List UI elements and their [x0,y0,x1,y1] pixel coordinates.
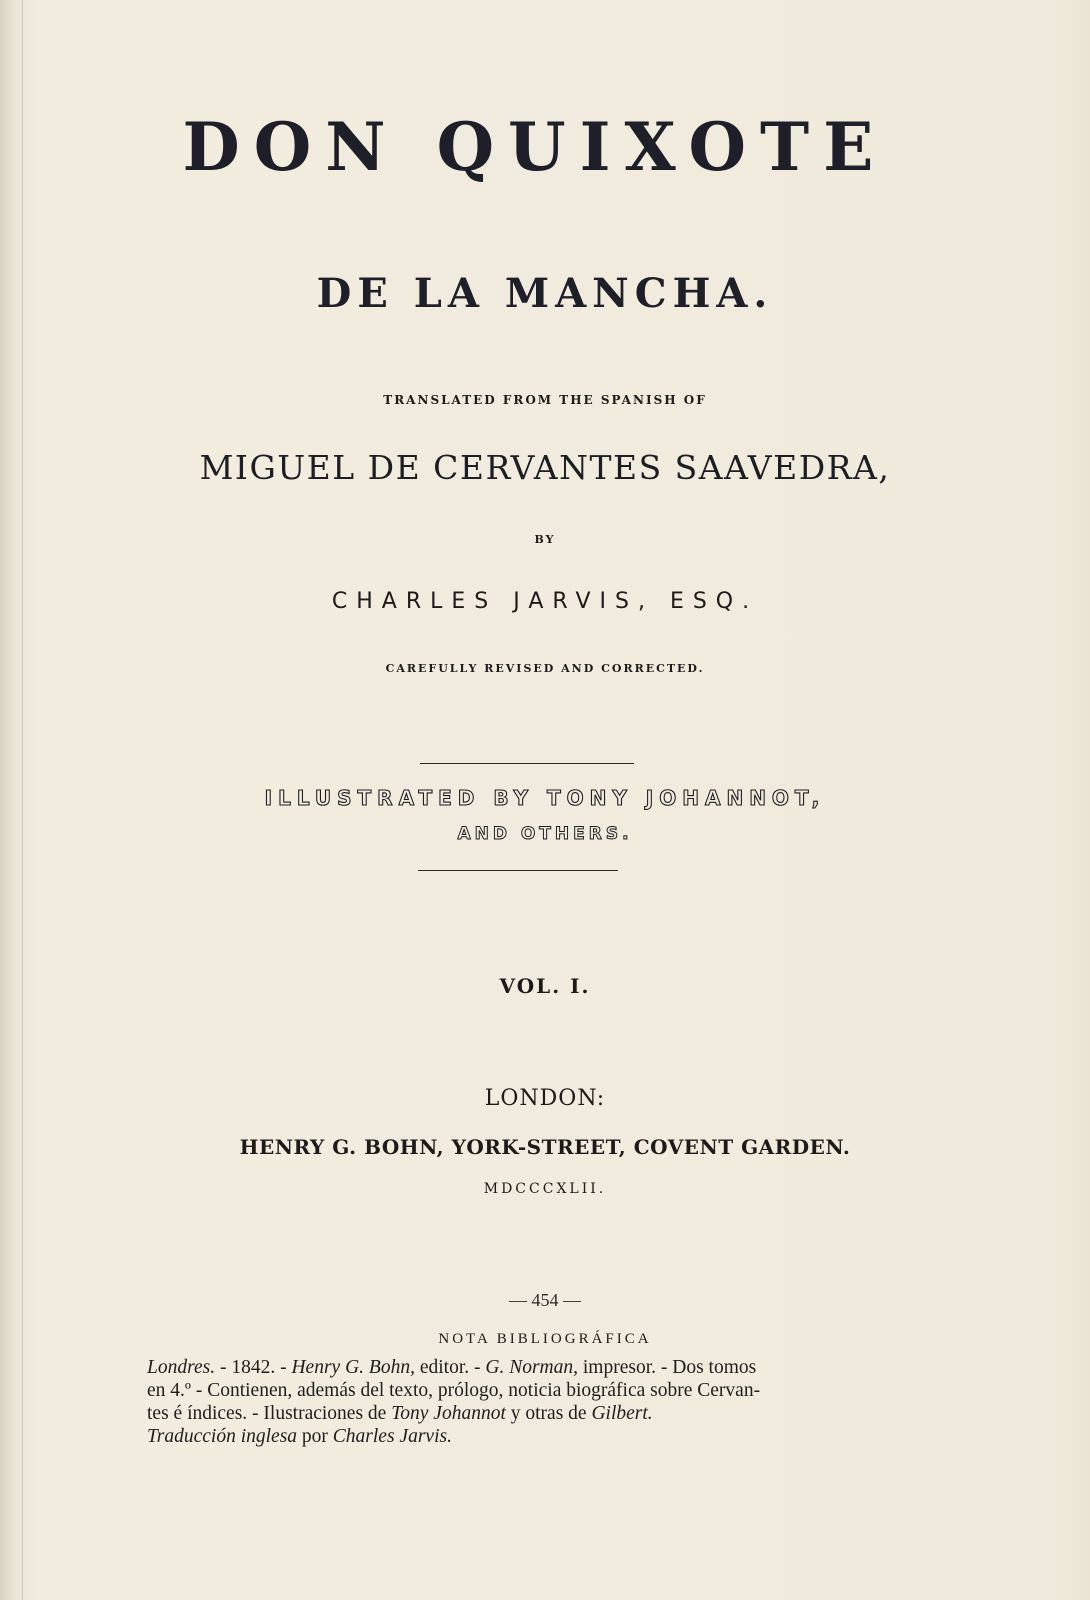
note-heading: NOTA BIBLIOGRÁFICA [438,1331,652,1347]
note-text: por [297,1426,333,1447]
translator-name: CHARLES JARVIS, ESQ. [331,589,759,614]
top-rule [420,763,634,764]
note-text: Tony Johannot [391,1403,506,1424]
note-text: - 1842. - [215,1357,292,1378]
note-text: Charles Jarvis. [332,1426,452,1447]
page-number: — 454 — [509,1290,581,1310]
note-text: y otras de [505,1403,592,1424]
publication-place: LONDON: [484,1086,606,1111]
publisher-line: HENRY G. BOHN, YORK-STREET, COVENT GARDEN. [239,1135,851,1159]
bibliographic-note [147,1356,907,1448]
note-text: Londres. [147,1357,216,1378]
bottom-rule [418,870,618,871]
illustrator-others: AND OTHERS. [457,824,633,844]
note-text: editor. - [414,1357,486,1378]
by-label: BY [534,533,556,546]
note-line-4 [147,1425,907,1448]
note-text: Henry G. Bohn, [291,1357,415,1378]
revised-label: CAREFULLY REVISED AND CORRECTED. [385,662,705,675]
note-text: tes é índices. - Ilustraciones de [147,1403,392,1424]
note-text: Gilbert. [591,1403,653,1424]
note-text: G. Norman, [485,1357,578,1378]
note-text: impresor. - Dos tomos [578,1357,757,1378]
book-subtitle: DE LA MANCHA. [316,270,774,317]
book-title: DON QUIXOTE [182,108,888,186]
note-line-2: en 4.º - Contienen, además del texto, prólogo, noticia biográfica sobre Cervan- [147,1380,761,1401]
note-line-3 [147,1402,907,1425]
illustrator-line: ILLUSTRATED BY TONY JOHANNOT, [264,786,826,810]
author-name: MIGUEL DE CERVANTES SAAVEDRA, [199,448,891,487]
publication-year: MDCCCXLII. [483,1181,607,1197]
note-line-1 [147,1356,907,1379]
translated-from-label: TRANSLATED FROM THE SPANISH OF [383,393,707,407]
note-text: Traducción inglesa [147,1426,298,1447]
volume-label: VOL. I. [499,974,591,998]
